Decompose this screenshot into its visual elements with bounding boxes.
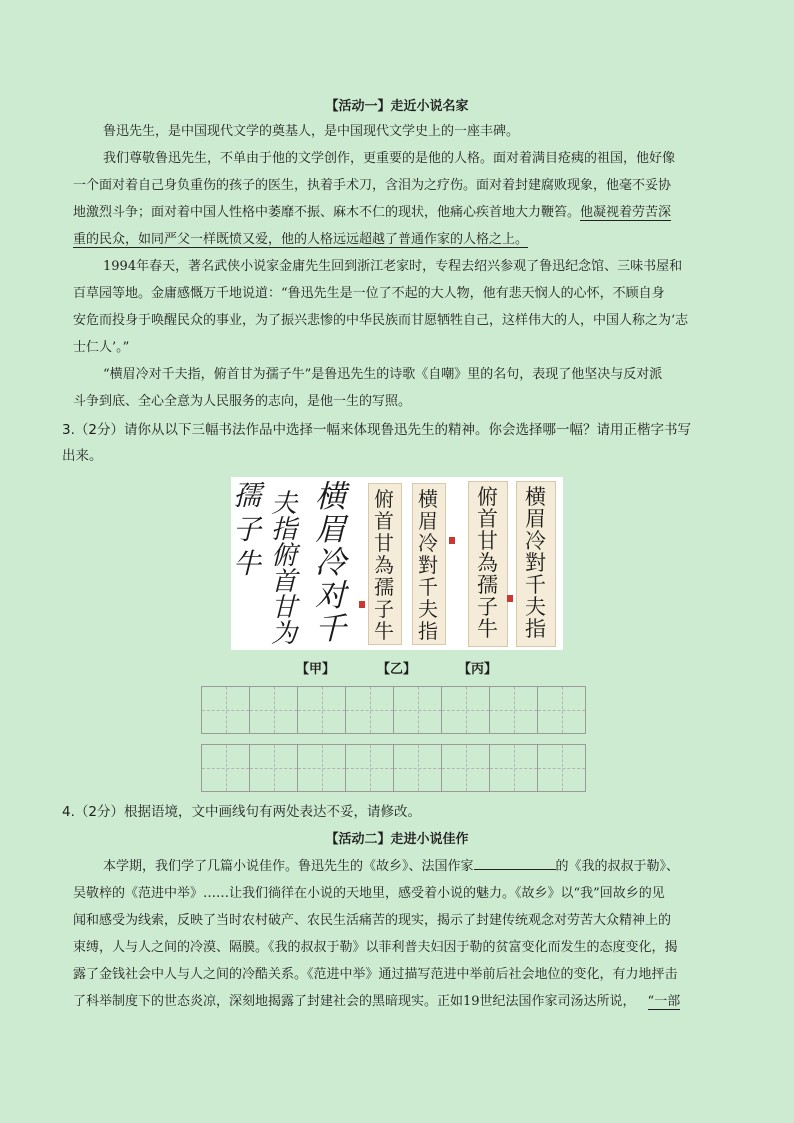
grid-cell[interactable]: [201, 686, 250, 734]
yi-scroll-right: [412, 483, 446, 645]
paragraph-line: 斗争到底、全心全意为人民服务的志向，是他一生的写照。: [73, 394, 412, 409]
paragraph-text: 的《我的叔叔于勒》、: [555, 859, 680, 874]
grid-cell[interactable]: [249, 744, 298, 792]
paragraph-line: 鲁迅先生，是中国现代文学的奠基人，是中国现代文学史上的一座丰碑。: [103, 124, 520, 139]
paragraph-line: 士仁人’。”: [73, 340, 130, 355]
paragraph-line: 闻和感受为线索，反映了当时农村破产、农民生活痛苦的现实，揭示了封建传统观念对劳苦大众精神上的: [73, 913, 672, 928]
question-3-text: 3.（2分）请你从以下三幅书法作品中选择一幅来体现鲁迅先生的精神。你会选择哪一幅？请用正楷字书写: [62, 422, 691, 438]
grid-cell[interactable]: [345, 744, 394, 792]
grid-cell[interactable]: [201, 744, 250, 792]
answer-grid-row-1[interactable]: [201, 686, 593, 734]
paragraph-line: [73, 199, 671, 226]
bing-scroll-left: [468, 481, 508, 647]
underlined-sentence-part-1: 他凝视着劳苦深: [580, 205, 672, 220]
paragraph-line: [103, 853, 679, 880]
paragraph-text: 了科举制度下的世态炎凉，深刻地揭露了封建社会的黑暗现实。正如19世纪法国作家司汤达所说，: [73, 994, 636, 1009]
grid-cell[interactable]: [249, 686, 298, 734]
grid-cell[interactable]: [297, 744, 346, 792]
grid-cell[interactable]: [393, 686, 442, 734]
question-3-text-cont: 出来。: [62, 448, 103, 464]
grid-cell[interactable]: [345, 686, 394, 734]
calligraphy-image: [231, 477, 563, 650]
paragraph-line: 露了金钱社会中人与人之间的冷酷关系。《范进中举》通过描写范进中举前后社会地位的变化，有力地抨击: [73, 967, 678, 982]
grid-cell[interactable]: [441, 686, 490, 734]
activity-one-heading: 【活动一】走近小说名家: [325, 99, 469, 114]
paragraph-text: 本学期，我们学了几篇小说佳作。鲁迅先生的《故乡》、法国作家: [103, 859, 474, 874]
bing-left-text: 俯首甘為孺子牛: [477, 485, 498, 641]
seal-stamp: [359, 601, 365, 608]
paragraph-line: “横眉冷对千夫指，俯首甘为孺子牛”是鲁迅先生的诗歌《自嘲》里的名句，表现了他坚决与反对派: [103, 367, 663, 382]
yi-right-text: 横眉冷對千夫指: [418, 487, 438, 643]
grid-cell[interactable]: [489, 744, 538, 792]
underlined-sentence-part-2: 重的民众，如同严父一样既愤又爱，他的人格远远超越了普通作家的人格之上。: [73, 232, 529, 247]
paragraph-line: [73, 988, 680, 1015]
seal-stamp: [449, 537, 455, 544]
paragraph-text: 地激烈斗争；面对着中国人性格中萎靡不振、麻木不仁的现状，他痛心疾首地大力鞭笞。: [73, 205, 581, 220]
jia-column-3: 孺子牛: [233, 479, 262, 580]
underlined-quote-start: “一部: [647, 994, 681, 1009]
grid-cell[interactable]: [537, 744, 586, 792]
paragraph-line: 百草园等地。金庸感慨万千地说道：“鲁迅先生是一位了不起的大人物，他有悲天悯人的心怀，不顾自身: [73, 286, 665, 301]
paragraph-line: 束缚，人与人之间的冷漠、隔膜。《我的叔叔于勒》以菲利普夫妇因于勒的贫富变化而发生的态度变化，揭: [73, 940, 678, 955]
grid-cell[interactable]: [537, 686, 586, 734]
label-jia: 【甲】: [296, 662, 336, 677]
grid-cell[interactable]: [393, 744, 442, 792]
label-bing: 【丙】: [458, 662, 498, 677]
paragraph-line: 吴敬梓的《范进中举》……让我们徜徉在小说的天地里，感受着小说的魅力。《故乡》以“我”回故乡的见: [73, 886, 665, 901]
seal-stamp: [507, 595, 513, 602]
paragraph-line: 一个面对着自己身负重伤的孩子的医生，执着手术刀，含泪为之疗伤。面对着封建腐败现象，他毫不妥协: [73, 178, 672, 193]
grid-cell[interactable]: [441, 744, 490, 792]
bing-scroll-right: [516, 481, 556, 647]
label-yi: 【乙】: [377, 662, 417, 677]
yi-left-text: 俯首甘為孺子牛: [374, 487, 394, 643]
fill-blank[interactable]: [474, 853, 556, 870]
paragraph-line: 我们尊敬鲁迅先生，不单由于他的文学创作，更重要的是他的人格。面对着满目疮痍的祖国，他好像: [103, 151, 676, 166]
question-4-text: 4.（2分）根据语境，文中画线句有两处表达不妥，请修改。: [62, 804, 421, 820]
jia-column-1: 横眉冷对千: [315, 479, 346, 647]
bing-right-text: 横眉冷對千夫指: [525, 485, 546, 641]
grid-cell[interactable]: [297, 686, 346, 734]
yi-scroll-left: [368, 483, 402, 645]
answer-grid-row-2[interactable]: [201, 744, 593, 792]
jia-column-2: 夫指俯首甘为: [271, 489, 298, 649]
paragraph-line: 1994年春天，著名武侠小说家金庸先生回到浙江老家时，专程去绍兴参观了鲁迅纪念馆、三味书屋和: [103, 259, 683, 274]
paragraph-line: 安危而投身于唤醒民众的事业，为了振兴悲惨的中华民族而甘愿牺牲自己，这样伟大的人，中国人称之为‘志: [73, 313, 689, 328]
activity-two-heading: 【活动二】走进小说佳作: [325, 832, 469, 847]
paragraph-line: [73, 226, 528, 253]
grid-cell[interactable]: [489, 686, 538, 734]
